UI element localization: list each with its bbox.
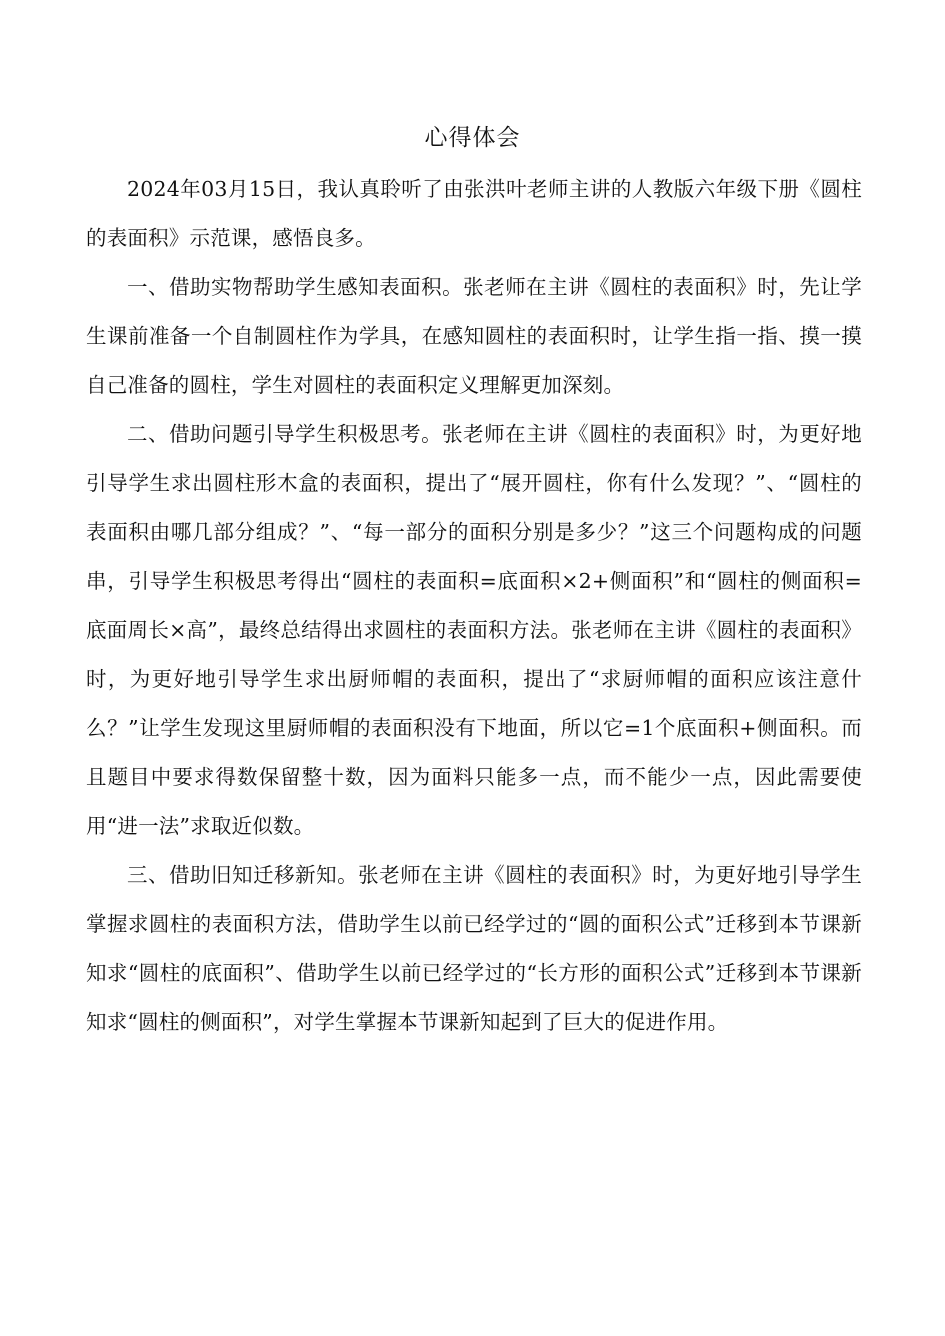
paragraph-point-one: 一、借助实物帮助学生感知表面积。张老师在主讲《圆柱的表面积》时，先让学生课前准备一个自制圆柱作为学具，在感知圆柱的表面积时，让学生指一指、摸一摸自己准备的圆柱，学生对圆柱的表面积定义理解更加深刻。 — [86, 275, 862, 397]
document-body — [86, 165, 862, 1047]
paragraph-intro: 2024年03月15日，我认真聆听了由张洪叶老师主讲的人教版六年级下册《圆柱的表面积》示范课，感悟良多。 — [86, 177, 862, 250]
paragraph-point-three: 三、借助旧知迁移新知。张老师在主讲《圆柱的表面积》时，为更好地引导学生掌握求圆柱的表面积方法，借助学生以前已经学过的“圆的面积公式”迁移到本节课新知求“圆柱的底面积”、借助学生以前已经学过的“长方形的面积公式”迁移到本节课新知求“圆柱的侧面积”，对学生掌握本节课新知起到了巨大的促进作用。 — [86, 863, 862, 1034]
document-title: 心得体会 — [424, 125, 521, 151]
paragraph-point-two: 二、借助问题引导学生积极思考。张老师在主讲《圆柱的表面积》时，为更好地引导学生求出圆柱形木盒的表面积，提出了“展开圆柱，你有什么发现？”、“圆柱的表面积由哪几部分组成？”、“每一部分的面积分别是多少？”这三个问题构成的问题串，引导学生积极思考得出“圆柱的表面积=底面积×2+侧面积”和“圆柱的侧面积=底面周长×高”，最终总结得出求圆柱的表面积方法。张老师在主讲《圆柱的表面积》时，为更好地引导学生求出厨师帽的表面积，提出了“求厨师帽的面积应该注意什么？”让学生发现这里厨师帽的表面积没有下地面，所以它=1个底面积+侧面积。而且题目中要求得数保留整十数，因为面料只能多一点，而不能少一点，因此需要使用“进一法”求取近似数。 — [86, 422, 862, 838]
